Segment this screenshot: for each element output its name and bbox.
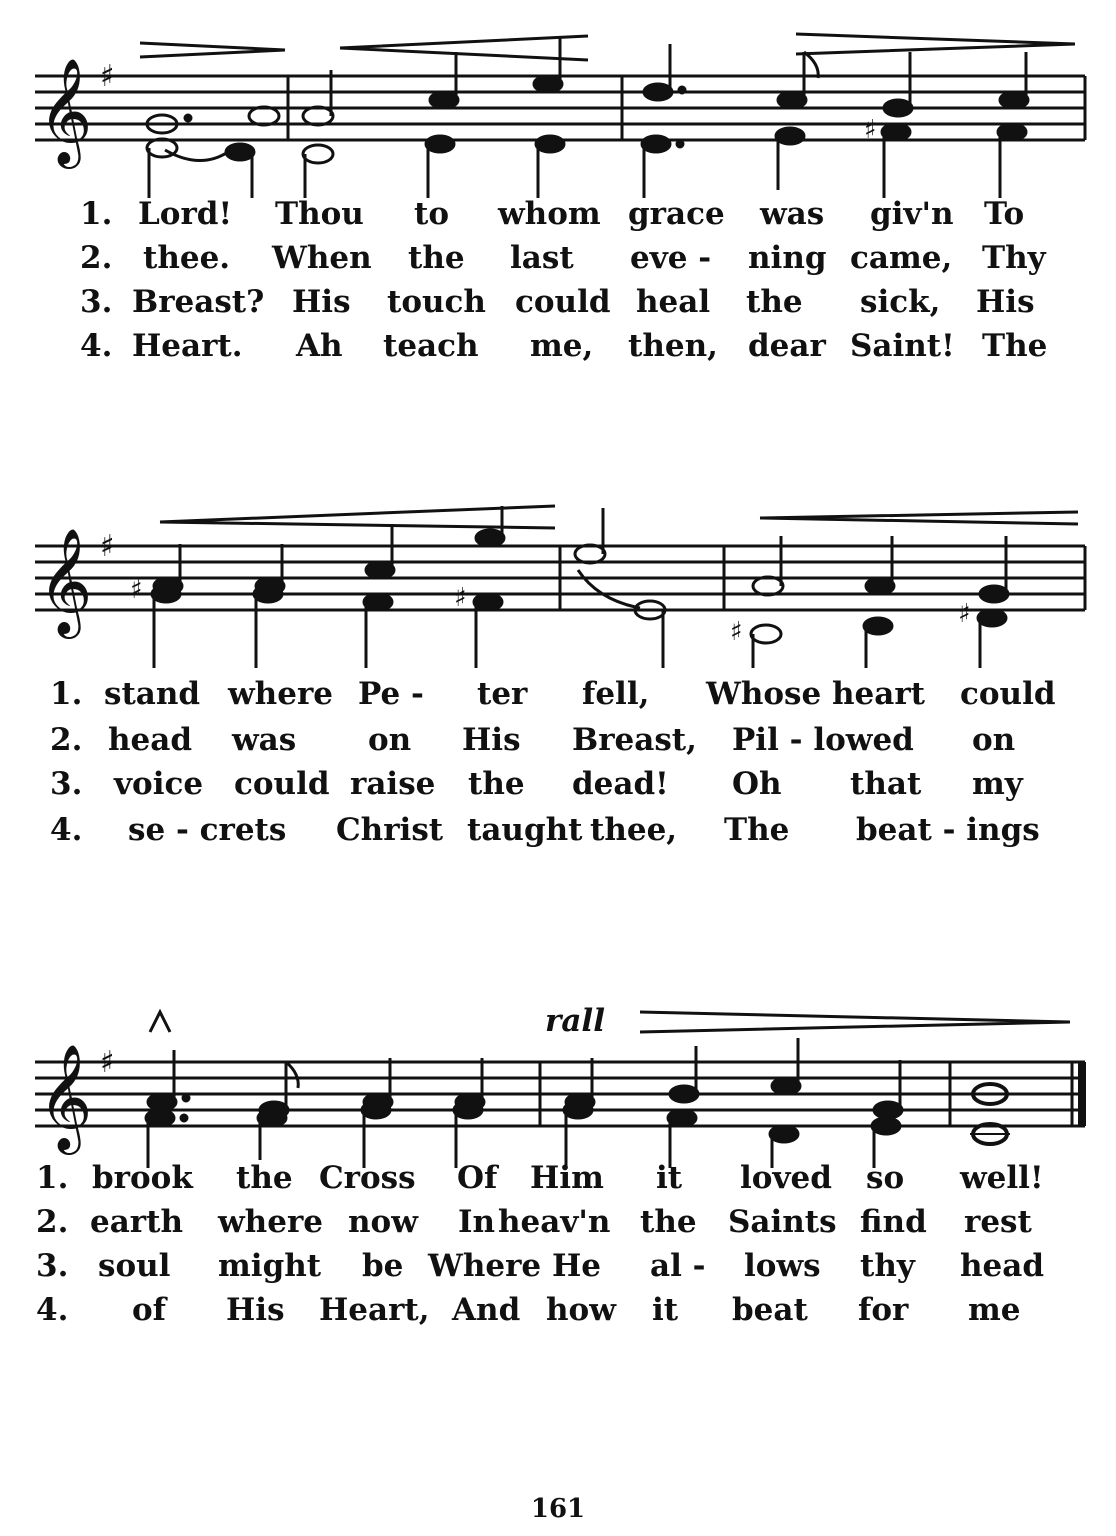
lyric-word: Saints xyxy=(728,1204,837,1240)
lyric-word: grace xyxy=(628,196,725,232)
key-signature-sharp: ♯ xyxy=(100,529,115,564)
lyric-word: for xyxy=(858,1292,909,1328)
lyric-word: To xyxy=(984,196,1025,232)
lyric-word: was xyxy=(232,722,297,758)
lyric-word: teach xyxy=(383,328,479,364)
hairpin-dynamic xyxy=(160,506,1078,528)
lyric-word: the xyxy=(468,766,525,802)
lyric-word: to xyxy=(414,196,449,232)
lyric-word: Him xyxy=(530,1160,604,1196)
lyric-word: it xyxy=(656,1160,683,1196)
verse-number: 4. xyxy=(80,328,113,364)
hairpin-dynamic xyxy=(640,1012,1070,1032)
lyric-word: head xyxy=(108,722,193,758)
lyric-word: find xyxy=(860,1204,927,1240)
lyric-word: touch xyxy=(387,284,486,320)
lyric-word: my xyxy=(972,766,1023,802)
lyric-word: His xyxy=(462,722,521,758)
lyric-word: the xyxy=(408,240,465,276)
lyric-word: rest xyxy=(964,1204,1032,1240)
lyric-line-verse-4 xyxy=(0,328,1116,372)
lyric-word: thy xyxy=(860,1248,915,1284)
verse-number: 4. xyxy=(50,812,83,848)
lyric-word: it xyxy=(652,1292,679,1328)
lyric-line-verse-1 xyxy=(0,1160,1116,1204)
lyric-line-verse-2 xyxy=(0,722,1116,766)
lyric-line-verse-2 xyxy=(0,240,1116,284)
verse-number: 1. xyxy=(80,196,113,232)
staff-notation-1 xyxy=(0,30,1116,200)
verse-number: 3. xyxy=(36,1248,69,1284)
lyric-word: His xyxy=(976,284,1035,320)
lyric-word: now xyxy=(348,1204,418,1240)
treble-clef-icon: 𝄞 xyxy=(38,1043,93,1150)
lyric-word: me xyxy=(968,1292,1021,1328)
lyric-word: that xyxy=(850,766,922,802)
lyric-word: then, xyxy=(628,328,718,364)
lyric-word: Pil - lowed xyxy=(732,722,914,758)
svg-text:♯: ♯ xyxy=(864,115,877,145)
lyric-word: well! xyxy=(960,1160,1044,1196)
lyric-word: be xyxy=(362,1248,404,1284)
lyric-word: giv'n xyxy=(870,196,954,232)
lyric-word: The xyxy=(982,328,1048,364)
lyric-word: Where xyxy=(428,1248,542,1284)
page-number: 161 xyxy=(530,1494,586,1524)
music-system-2 xyxy=(0,500,1116,670)
staff-lines xyxy=(35,1062,1085,1126)
verse-number: 2. xyxy=(50,722,83,758)
lyric-line-verse-3 xyxy=(0,1248,1116,1292)
music-system-1 xyxy=(0,30,1116,200)
lyric-word: whom xyxy=(498,196,601,232)
lyric-word: In xyxy=(458,1204,496,1240)
verse-number: 1. xyxy=(50,676,83,712)
lyric-word: could xyxy=(234,766,330,802)
lyric-line-verse-3 xyxy=(0,766,1116,810)
verse-number: 2. xyxy=(36,1204,69,1240)
lyric-word: might xyxy=(218,1248,322,1284)
lyric-word: eve - xyxy=(630,240,712,276)
lyric-word: stand xyxy=(104,676,201,712)
lyric-word: on xyxy=(368,722,412,758)
lyric-word: thee. xyxy=(143,240,231,276)
key-signature-sharp: ♯ xyxy=(100,1045,115,1080)
lyric-word: came, xyxy=(850,240,953,276)
lyric-word: Heart. xyxy=(132,328,243,364)
fermata-icon xyxy=(150,1012,170,1032)
lyric-word: was xyxy=(760,196,825,232)
lyric-word: Ah xyxy=(296,328,343,364)
lyric-word: Oh xyxy=(732,766,782,802)
lyric-word: Heart, xyxy=(319,1292,430,1328)
staff-notation-2 xyxy=(0,500,1116,670)
lyric-word: could xyxy=(515,284,611,320)
treble-clef-icon: 𝄞 xyxy=(38,527,93,634)
lyric-word: loved xyxy=(740,1160,832,1196)
lyric-word: dear xyxy=(748,328,826,364)
lyric-word: ter xyxy=(477,676,528,712)
lyric-word: the xyxy=(640,1204,697,1240)
lyric-word: Pe - xyxy=(358,676,424,712)
lyric-line-verse-2 xyxy=(0,1204,1116,1248)
lyric-word: And xyxy=(452,1292,521,1328)
lyric-word: Of xyxy=(457,1160,498,1196)
lyric-word: His xyxy=(226,1292,285,1328)
lyric-line-verse-4 xyxy=(0,812,1116,856)
lyric-word: Thy xyxy=(982,240,1046,276)
lyric-word: could xyxy=(960,676,1056,712)
lyric-line-verse-3 xyxy=(0,284,1116,328)
lyric-word: brook xyxy=(92,1160,193,1196)
lyric-word: se - crets xyxy=(128,812,287,848)
lyric-line-verse-4 xyxy=(0,1292,1116,1336)
notes xyxy=(146,1012,1010,1168)
lyric-word: voice xyxy=(114,766,204,802)
lyric-word: Whose heart xyxy=(706,676,925,712)
music-system-3 xyxy=(0,1000,1116,1170)
svg-text:♯: ♯ xyxy=(730,617,743,647)
key-signature-sharp: ♯ xyxy=(100,59,115,94)
lyric-word: Cross xyxy=(319,1160,416,1196)
verse-number: 3. xyxy=(80,284,113,320)
lyric-word: dead! xyxy=(572,766,669,802)
lyric-word: last xyxy=(510,240,574,276)
verse-number: 3. xyxy=(50,766,83,802)
lyric-line-verse-1 xyxy=(0,676,1116,720)
lyric-word: Thou xyxy=(275,196,364,232)
treble-clef-icon: 𝄞 xyxy=(38,57,93,164)
lyric-word: where xyxy=(228,676,334,712)
lyric-word: lows xyxy=(744,1248,821,1284)
lyric-word: He xyxy=(552,1248,602,1284)
lyric-word: Saint! xyxy=(850,328,955,364)
verse-number: 4. xyxy=(36,1292,69,1328)
lyric-word: al - xyxy=(650,1248,706,1284)
staff-notation-3 xyxy=(0,1000,1116,1170)
lyric-word: ning xyxy=(748,240,827,276)
verse-number: 2. xyxy=(80,240,113,276)
lyric-word: of xyxy=(132,1292,167,1328)
lyric-word: where xyxy=(218,1204,324,1240)
lyric-word: When xyxy=(272,240,372,276)
lyric-word: earth xyxy=(90,1204,183,1240)
notes xyxy=(130,506,1008,668)
lyric-word: raise xyxy=(350,766,436,802)
lyric-word: on xyxy=(972,722,1016,758)
svg-text:♯: ♯ xyxy=(958,599,971,629)
lyric-word: heav'n xyxy=(498,1204,611,1240)
lyric-word: how xyxy=(546,1292,616,1328)
lyric-word: soul xyxy=(98,1248,171,1284)
lyric-word: fell, xyxy=(582,676,650,712)
lyric-word: His xyxy=(292,284,351,320)
lyric-word: sick, xyxy=(860,284,941,320)
lyric-word: thee, xyxy=(590,812,678,848)
lyric-line-verse-1 xyxy=(0,196,1116,240)
lyric-word: head xyxy=(960,1248,1045,1284)
lyric-word: the xyxy=(236,1160,293,1196)
lyric-word: Breast? xyxy=(132,284,265,320)
tempo-marking: rall xyxy=(545,1003,605,1039)
lyric-word: taught xyxy=(467,812,583,848)
verse-number: 1. xyxy=(36,1160,69,1196)
svg-text:♯: ♯ xyxy=(130,575,143,605)
lyric-word: beat xyxy=(732,1292,808,1328)
lyric-word: beat - ings xyxy=(856,812,1040,848)
lyric-word: heal xyxy=(636,284,711,320)
lyric-word: so xyxy=(866,1160,905,1196)
svg-text:♯: ♯ xyxy=(454,583,467,613)
lyric-word: Lord! xyxy=(138,196,233,232)
hairpin-dynamic xyxy=(140,34,1075,60)
lyric-word: Breast, xyxy=(572,722,697,758)
lyric-word: The xyxy=(724,812,790,848)
lyric-word: the xyxy=(746,284,803,320)
lyric-word: Christ xyxy=(336,812,444,848)
lyric-word: me, xyxy=(530,328,594,364)
